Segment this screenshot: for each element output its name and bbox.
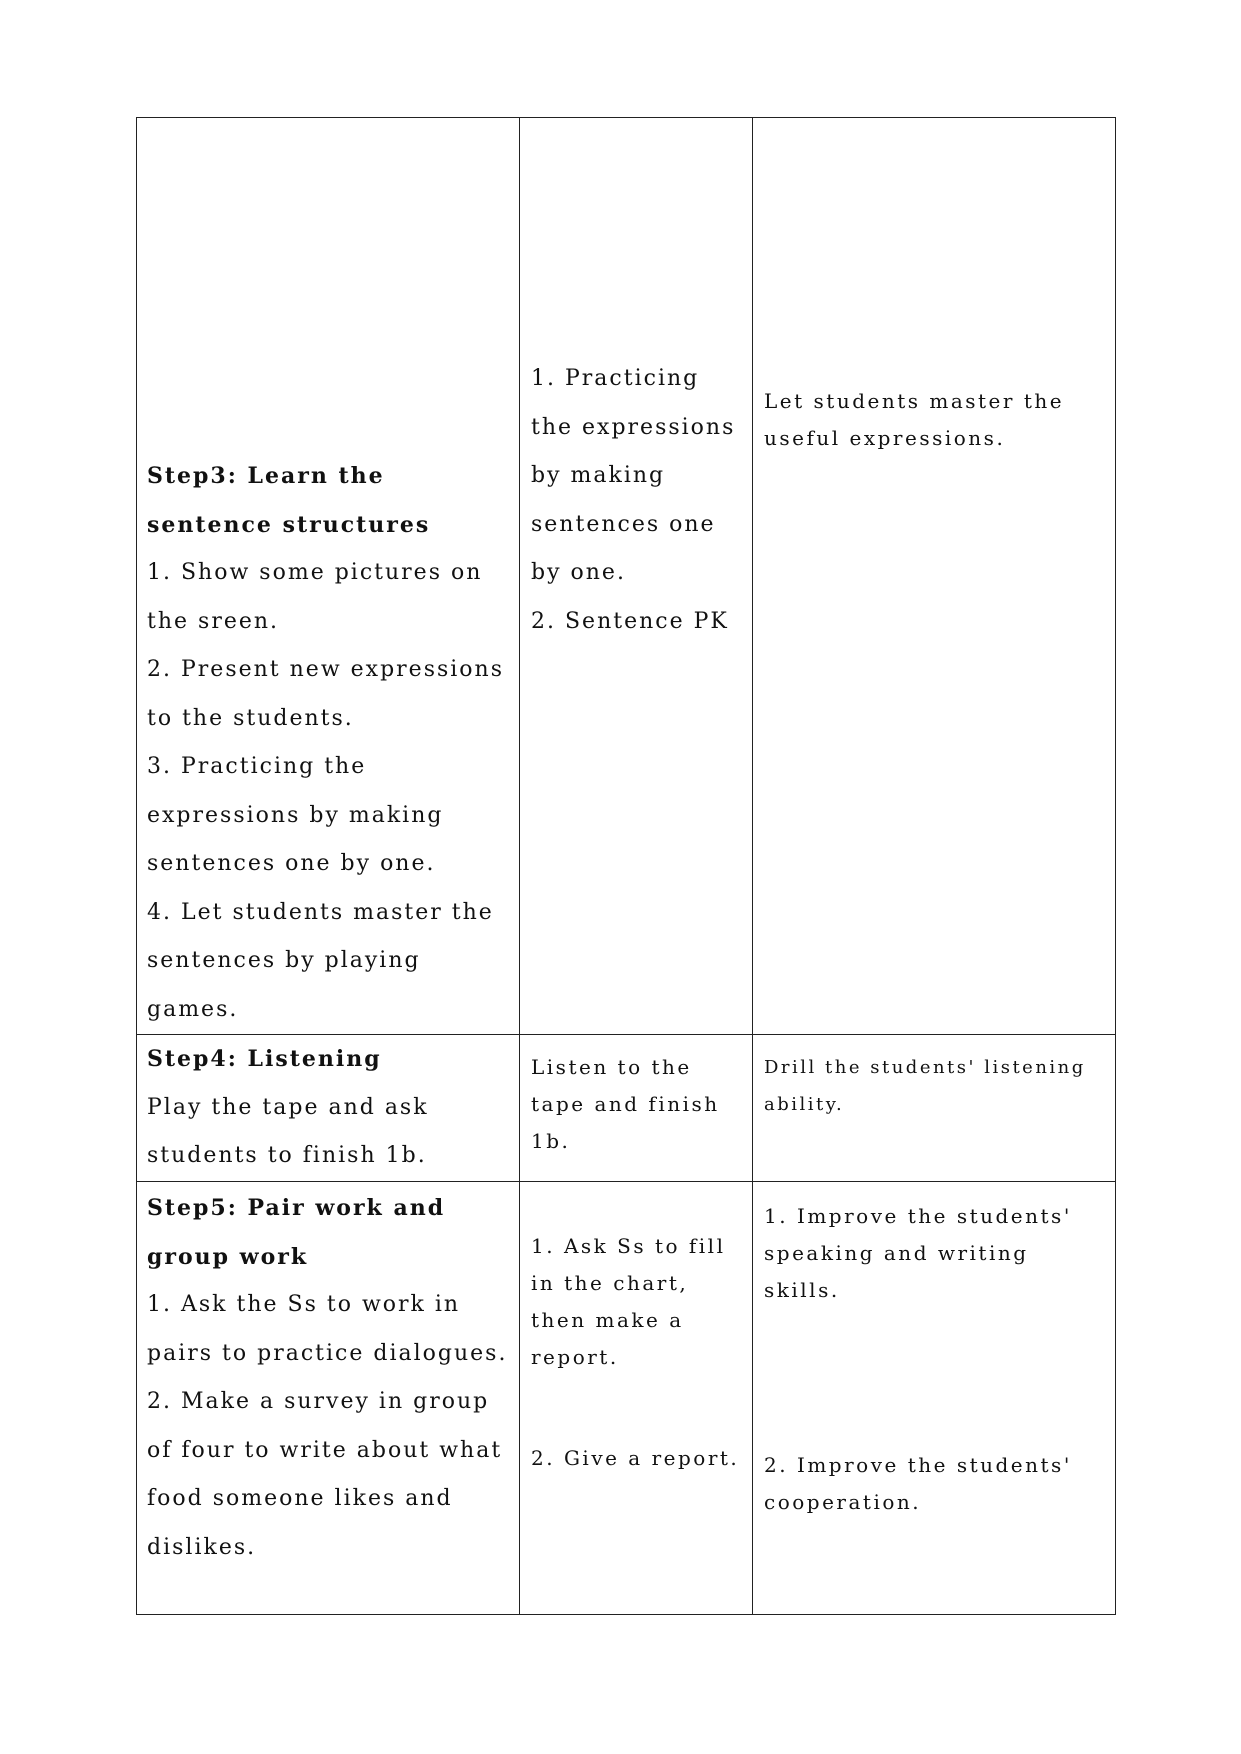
activity-item: 2. Sentence PK: [531, 608, 729, 634]
activity-cell: [520, 118, 753, 1035]
activity-cell: [520, 1182, 753, 1615]
step-item: 1. Ask the Ss to work in pairs to practice dialogues.: [147, 1292, 508, 1366]
purpose-item: Let students master the useful expressions.: [764, 389, 1065, 450]
step-item: 2. Present new expressions to the students.: [147, 657, 505, 731]
activity-item: 1. Practicing the expressions by making sentences one by one.: [531, 366, 736, 585]
procedure-cell: [137, 1182, 520, 1615]
activity-item: 2. Give a report.: [531, 1446, 740, 1470]
procedure-cell: [137, 1035, 520, 1182]
lesson-plan-table: [136, 117, 1116, 1615]
table-row: [137, 1035, 1116, 1182]
step-item: Play the tape and ask students to finish 1b.: [147, 1094, 429, 1168]
purpose-item: 1. Improve the students' speaking and writing skills.: [764, 1204, 1072, 1302]
activity-item: Listen to the tape and finish 1b.: [531, 1055, 720, 1153]
step-item: 2. Make a survey in group of four to write about what food someone likes and dislikes.: [147, 1389, 503, 1560]
table-row: [137, 118, 1116, 1035]
purpose-cell: [753, 1035, 1116, 1182]
purpose-item: 2. Improve the students' cooperation.: [764, 1453, 1072, 1514]
step-item: 1. Show some pictures on the sreen.: [147, 560, 483, 634]
step-item: 3. Practicing the expressions by making sentences one by one.: [147, 754, 444, 876]
step-heading: Step3: Learn the sentence structures: [147, 463, 431, 538]
activity-item: 1. Ask Ss to fill in the chart, then make a report.: [531, 1234, 726, 1369]
step-heading: Step4: Listening: [147, 1046, 382, 1072]
purpose-item: Drill the students' listening ability.: [764, 1057, 1086, 1115]
procedure-cell: [137, 118, 520, 1035]
purpose-cell: [753, 1182, 1116, 1615]
step-heading: Step5: Pair work and group work: [147, 1195, 446, 1270]
activity-cell: [520, 1035, 753, 1182]
table-row: [137, 1182, 1116, 1615]
purpose-cell: [753, 118, 1116, 1035]
step-item: 4. Let students master the sentences by playing games.: [147, 899, 494, 1022]
